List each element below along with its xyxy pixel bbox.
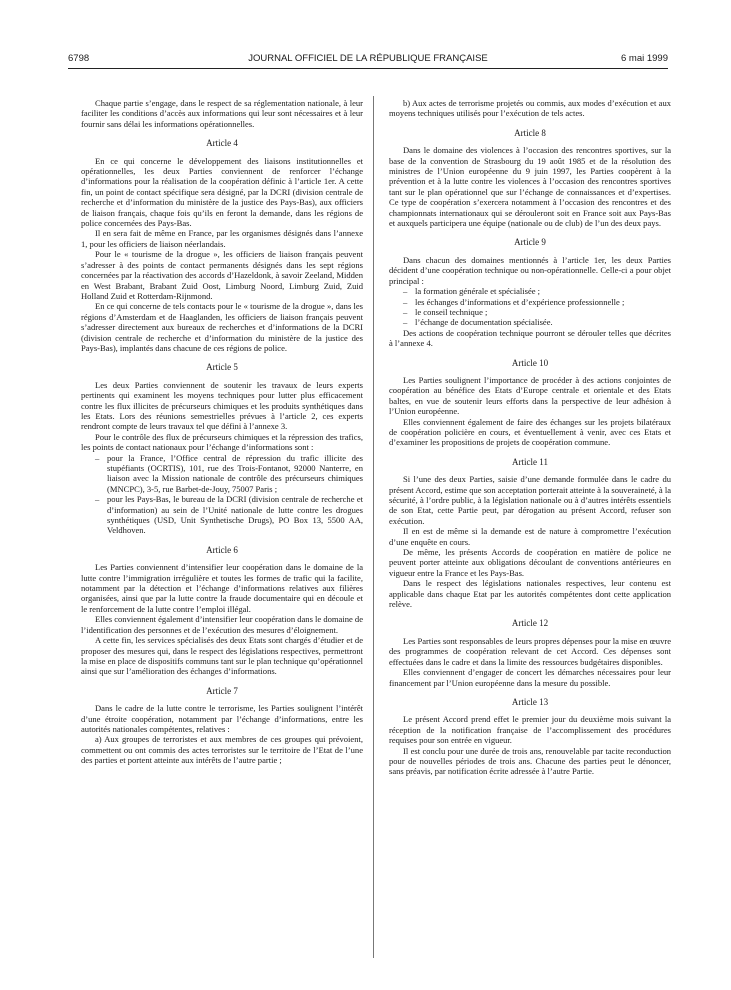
paragraph: Il est conclu pour une durée de trois ans, renouvelable par tacite reconduction pour de nouvelles périodes de trois ans. Chacune des parties peut le dénoncer, sans préavis, par notification écrite adressée à l’autre Partie. — [389, 745, 671, 777]
paragraph: Les Parties conviennent d’intensifier leur coopération dans le domaine de la lutte contre l’immigration irrégulière et toutes les formes de trafic qui la facilite, notamment par la détection et l’échange d’informations relatives aux filières organisées, ainsi que par la lutte contre la fraude documentaire qui en découle et le renforcement de la lutte contre l’emploi illégal. — [81, 562, 363, 614]
right-column — [389, 98, 671, 777]
article-heading: Article 5 — [206, 362, 238, 373]
paragraph: Il en sera fait de même en France, par les organismes désignés dans l’annexe 1, pour les officiers de liaison néerlandais. — [81, 228, 363, 249]
article-heading: Article 7 — [206, 685, 238, 696]
paragraph: Les Parties soulignent l’importance de procéder à des actions conjointes de coopération au bénéfice des Etats d’Europe centrale et orientale et des Etats baltes, en vue de soutenir leurs efforts dans la perspective de leur adhésion à l’Union européenne. — [389, 374, 671, 417]
paragraph: Si l’une des deux Parties, saisie d’une demande formulée dans le cadre du présent Accord, estime que son acceptation porterait atteinte à la souveraineté, à la sécurité, à l’ordre public, à la législation nationale ou à d’autres intérêts essentiels de son Etat, cette Partie peut, par dérogation au présent Accord, refuser son exécution. — [389, 474, 671, 526]
left-column — [81, 98, 363, 766]
paragraph: Des actions de coopération technique pourront se dérouler telles que décrites à l’annexe 4. — [389, 327, 671, 349]
paragraph: Chaque partie s’engage, dans le respect de sa réglementation nationale, à leur faciliter les conditions d’accès aux informations qui leur sont nécessaires et à leur fournir sans délai les informations opérationnelles. — [81, 98, 363, 129]
paragraph: Les deux Parties conviennent de soutenir les travaux de leurs experts pertinents qui examinent les moyens techniques pour lutter plus efficacement contre les flux illicites de précurseurs chimiques et les produits synthétiques dans les Etats. Lors des réunions semestrielles prévues à l’article 2, ces experts rendront compte de leurs travaux tel que défini à l’annexe 3. — [81, 379, 363, 432]
journal-title: JOURNAL OFFICIEL DE LA RÉPUBLIQUE FRANÇAISE — [248, 53, 488, 64]
list-item: – pour les Pays-Bas, le bureau de la DCRI (division centrale de recherche et d’information) au sein de l’Unité nationale de lutte contre les drogues synthétiques (USD, Unit Synthetische Drugs), PO Box 13, 5500 AA, Veldhoven. — [81, 494, 363, 536]
list-item: – la formation générale et spécialisée ; — [389, 286, 671, 296]
paragraph: Dans le domaine des violences à l’occasion des rencontres sportives, sur la base de la convention de Strasbourg du 19 août 1985 et de la résolution des ministres de l’Union européenne du 9 juin 1997, les Parties coopèrent à la prévention et à la lutte contre les violences à l’occasion des rencontres sportives tant sur le plan opérationnel que sur l’échange de connaissances et d’expertises. Ce type de coopération s’exercera notamment à l’occasion des rencontres et des championnats internationaux qui se dérouleront soit en France soit aux Pays-Bas et auxquels participera une équipe (nationale ou de club) de l’un des deux pays. — [389, 145, 671, 229]
article-heading: Article 12 — [511, 618, 549, 629]
page-number: 6798 — [68, 53, 90, 64]
paragraph: Elles conviennent également d’intensifier leur coopération dans le domaine de l’identification des personnes et de l’exécution des mesures d’éloignement. — [81, 614, 363, 635]
paragraph: Dans chacun des domaines mentionnés à l’article 1er, les deux Parties décident d’une coopération technique ou non-opérationnelle. Celle-ci a pour objet principal : — [389, 254, 671, 286]
paragraph: A cette fin, les services spécialisés des deux Etats sont chargés d’étudier et de proposer des mesures qui, dans le respect des législations respectives, permettront la mise en place de dispositifs communs tant sur le plan technique qu’opérationnel ainsi que sur l’amélioration des échanges d’informations. — [81, 635, 363, 677]
paragraph: De même, les présents Accords de coopération en matière de police ne peuvent porter atteinte aux obligations découlant de conventions antérieures en vigueur entre la France et les Pays-Bas. — [389, 547, 671, 578]
header-rule — [68, 68, 668, 69]
article-heading: Article 13 — [511, 696, 549, 707]
article-heading: Article 9 — [514, 237, 546, 248]
paragraph: Elles conviennent également de faire des échanges sur les projets bilatéraux de coopération policière en cours, et éventuellement à venir, avec ces Etats et d’examiner les propositions de projets de coopération commune. — [389, 416, 671, 448]
paragraph: Il en est de même si la demande est de nature à compromettre l’exécution d’une enquête en cours. — [389, 526, 671, 547]
list-item: – pour la France, l’Office central de répression du trafic illicite des stupéfiants (OCRTIS), 101, rue des Trois-Fontanot, 92000 Nanterre, en liaison avec la Mission nationale de contrôle des précurseurs chimiques (MNCPC), 3-5, rue Barbet-de-Jouy, 75007 Paris ; — [81, 453, 363, 495]
paragraph: En ce qui concerne le développement des liaisons institutionnelles et opérationnelles, les deux Parties conviennent de renforcer l’échange d’informations pour la réalisation de la coopération définic à l’article 1er. A cette fin, un point de contact spécifique sera désigné, par la DCRI (division centrale de recherche et d’information du ministère de la justice des Pays-Bas), aux officiers de liaison français, chaque fois qu’ils en feront la demande, dans les régions de police concernées des Pays-Bas. — [81, 155, 363, 229]
paragraph: Pour le « tourisme de la drogue », les officiers de liaison français peuvent s’adresser à des points de contact permanents désignés dans les sept régions concernées par la réactivation des accords d’Hazeldonk, à savoir Zeeland, Midden en West Brabant, Brabant Zuid Oost, Limburg Noord, Limburg Zuid, Zuid Holland Zuid et Rotterdam-Rijnmond. — [81, 249, 363, 301]
column-divider — [373, 96, 374, 958]
paragraph: Le présent Accord prend effet le premier jour du deuxième mois suivant la réception de la notification française de l’accomplissement des procédures requises pour son entrée en vigueur. — [389, 714, 671, 746]
article-heading: Article 10 — [511, 357, 549, 368]
paragraph: Elles conviennent d’engager de concert les démarches nécessaires pour leur financement par l’Union européenne dans la mesure du possible. — [389, 667, 671, 688]
paragraph: Pour le contrôle des flux de précurseurs chimiques et la répression des trafics, les points de contact nationaux pour l’échange d’informations sont : — [81, 431, 363, 453]
paragraph: a) Aux groupes de terroristes et aux membres de ces groupes qui prévoient, commettent ou ont commis des actes terroristes sur le territoire de l’Etat de l’une des parties et portent atteinte aux intérêts de l’autre partie ; — [81, 734, 363, 766]
page-header — [68, 53, 668, 67]
paragraph: Dans le respect des législations nationales respectives, leur contenu est applicable dans chaque Etat par les autorités compétentes dont cette application relève. — [389, 578, 671, 610]
publication-date: 6 mai 1999 — [620, 53, 668, 64]
paragraph: En ce qui concerne de tels contacts pour le « tourisme de la drogue », dans les régions d’Amsterdam et de Haaglanden, les officiers de liaison français peuvent s’adresser directement aux bureaux de recherches et d’informations de la DCRI (division centrale de recherche et d’information du ministère de la justice des Pays-Bas), implantés dans chacune de ces régions de police. — [81, 301, 363, 353]
paragraph: b) Aux actes de terrorisme projetés ou commis, aux modes d’exécution et aux moyens techniques utilisés pour l’exécution de tels actes. — [389, 98, 671, 119]
list-item: – l’échange de documentation spécialisée. — [389, 317, 671, 327]
article-heading: Article 11 — [512, 456, 548, 467]
list-item: – les échanges d’informations et d’expérience professionnelle ; — [389, 297, 671, 307]
list-item: – le conseil technique ; — [389, 307, 671, 317]
article-heading: Article 6 — [206, 544, 238, 555]
paragraph: Les Parties sont responsables de leurs propres dépenses pour la mise en œuvre des programmes de coopération relevant de cet Accord. Ces dépenses sont effectuées dans le cadre et dans la limite des ressources budgétaires disponibles. — [389, 635, 671, 667]
article-heading: Article 8 — [514, 127, 546, 138]
article-heading: Article 4 — [206, 138, 238, 149]
paragraph: Dans le cadre de la lutte contre le terrorisme, les Parties soulignent l’intérêt d’une étroite coopération, notamment par l’échange d’informations, entre les autorités nationales compétentes, relatives : — [81, 703, 363, 734]
